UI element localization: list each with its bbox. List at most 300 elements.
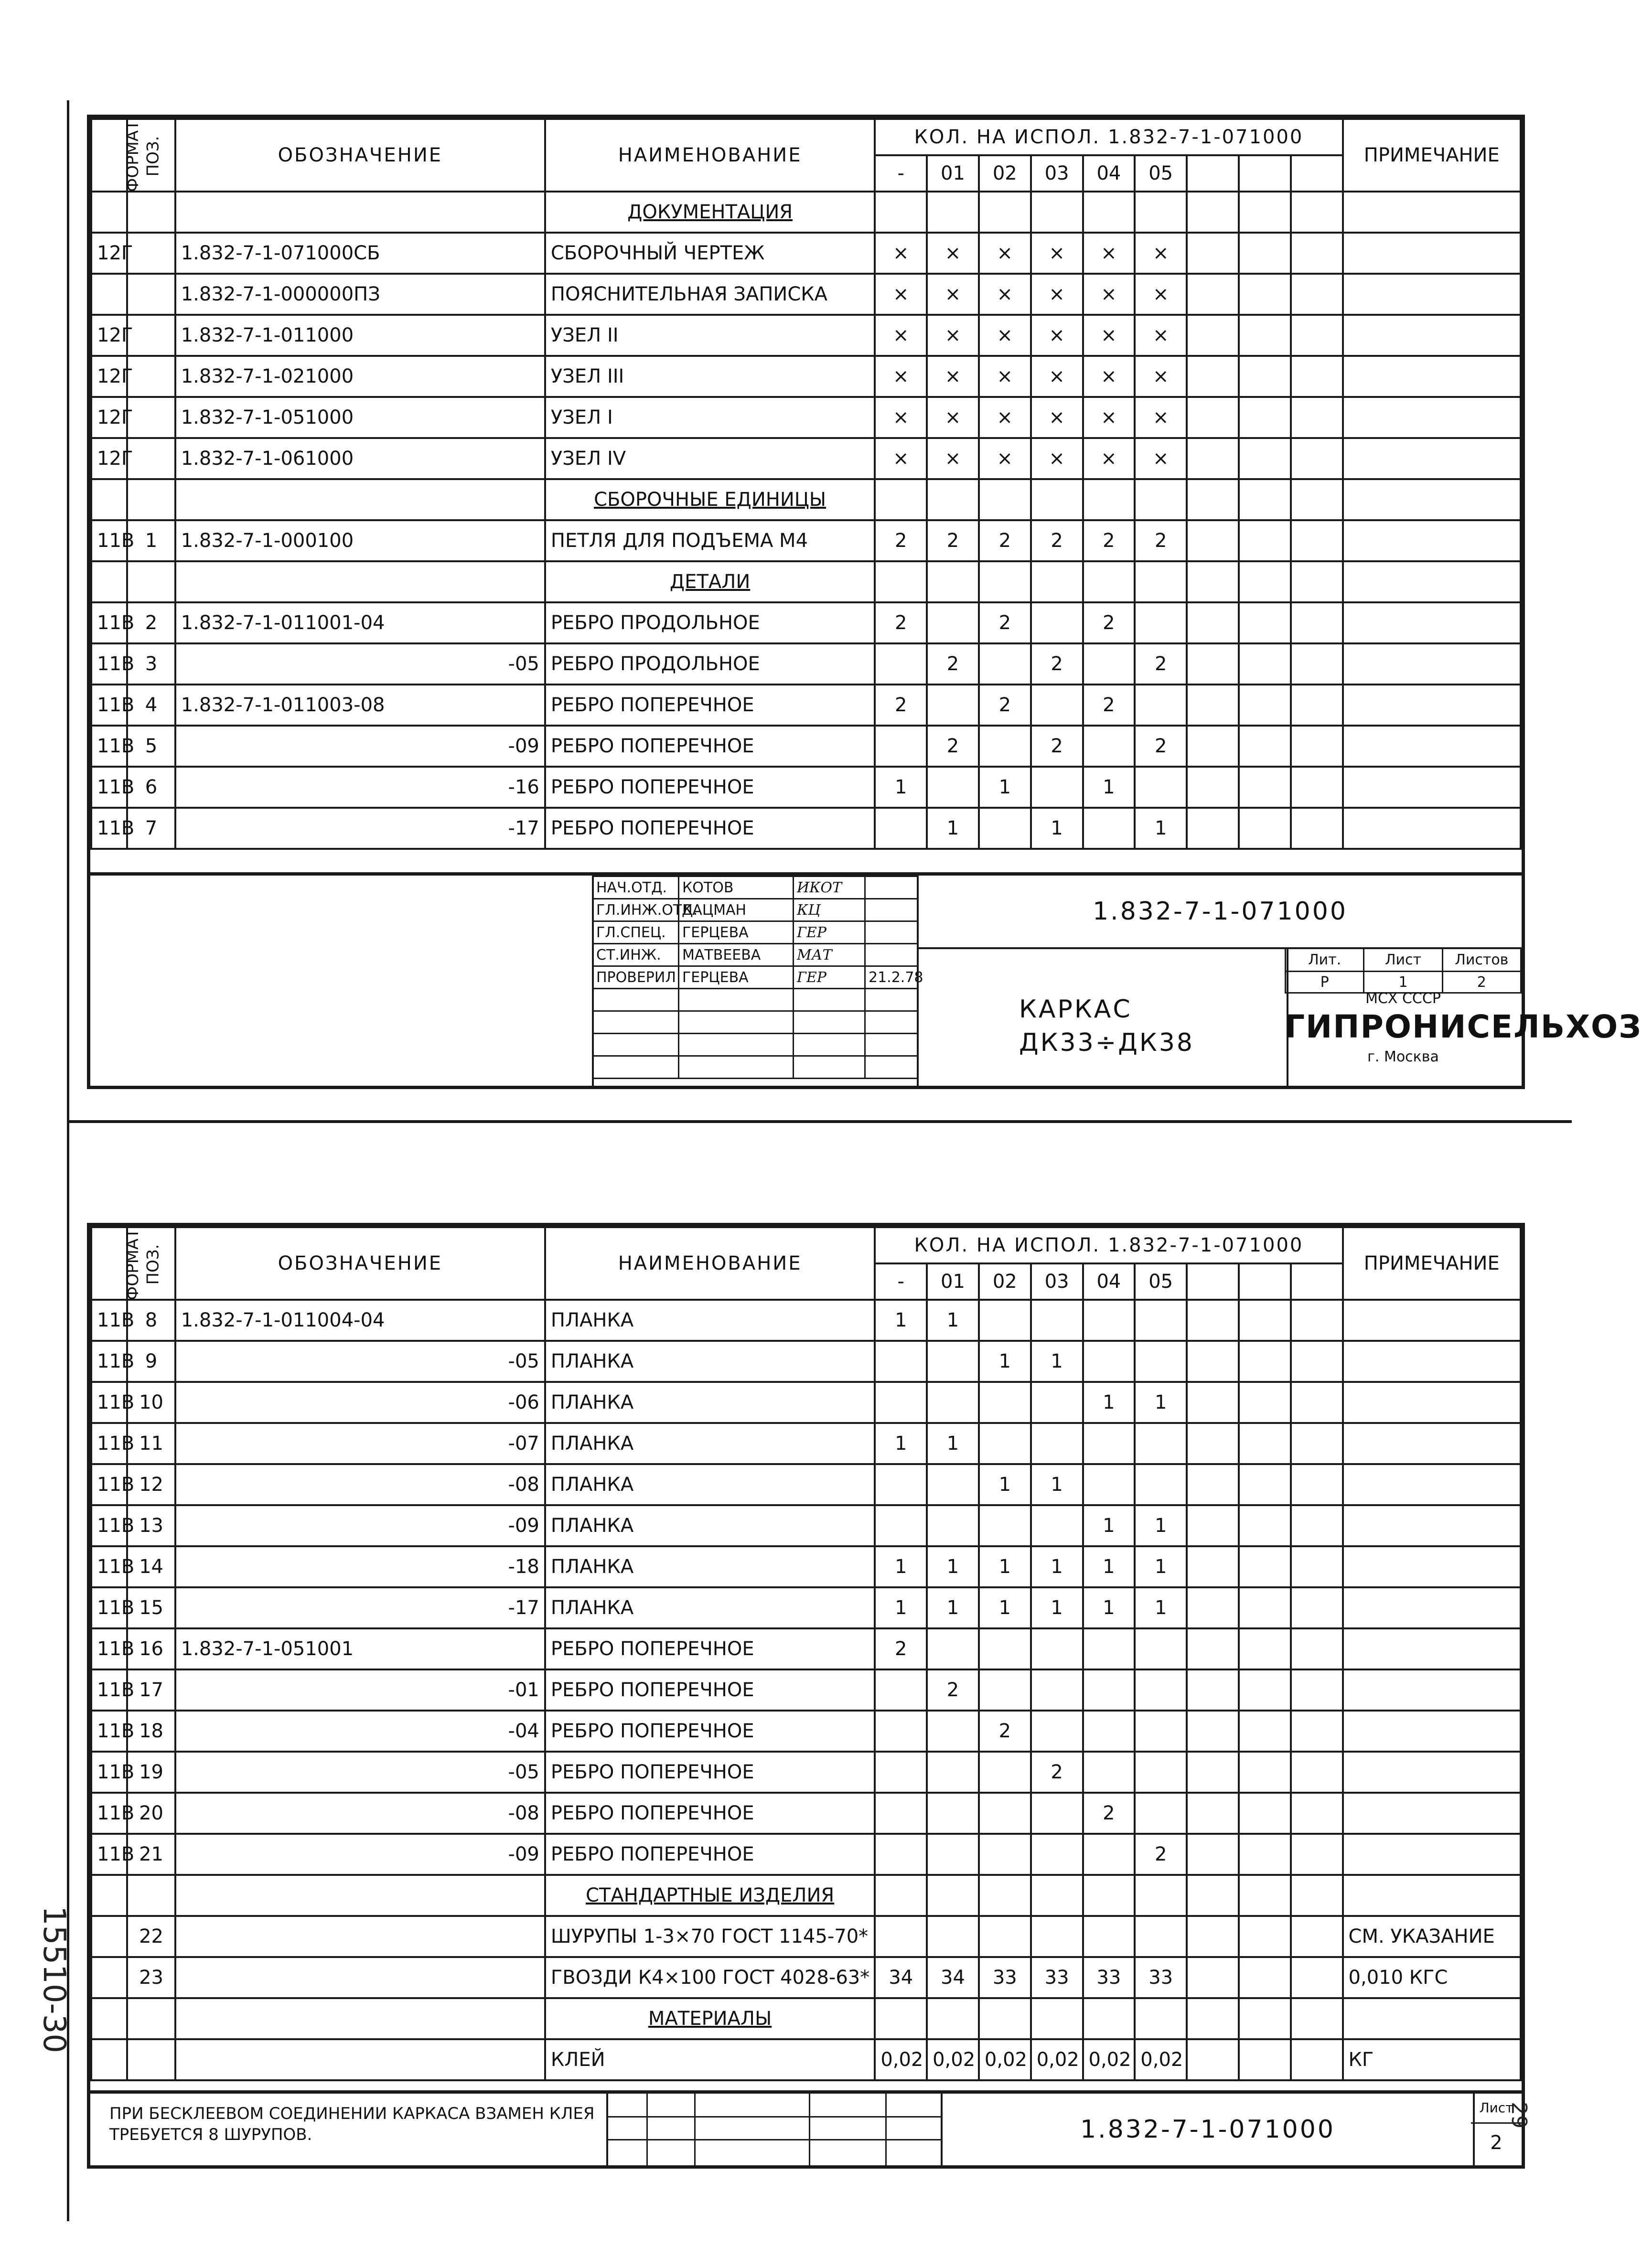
qty-cell	[1135, 1875, 1187, 1916]
format-cell: 12Г	[91, 233, 127, 274]
pos-cell: 3	[127, 643, 175, 685]
sign-date	[865, 944, 918, 966]
note-cell	[1343, 315, 1521, 356]
designation-cell: -08	[175, 1464, 545, 1505]
format-cell	[91, 1957, 127, 1998]
name-cell: РЕБРО ПОПЕРЕЧНОЕ	[545, 1711, 875, 1752]
designation-cell: -05	[175, 1341, 545, 1382]
spec-row	[91, 1957, 1521, 1998]
doc-code-2: 1.832-7-1-071000	[1080, 2115, 1335, 2144]
signature-empty-cell	[794, 1056, 865, 1079]
format-cell: 11В	[91, 1628, 127, 1669]
qty-cell	[927, 767, 979, 808]
qty-cell: 1	[875, 1300, 927, 1341]
qty-empty-cell	[1187, 1957, 1239, 1998]
qty-cell	[979, 1793, 1031, 1834]
name-cell: РЕБРО ПРОДОЛЬНОЕ	[545, 643, 875, 685]
spec-row	[91, 1341, 1521, 1382]
designation-cell	[175, 561, 545, 602]
qty-empty-cell	[1187, 356, 1239, 397]
qty-empty-cell	[1187, 1793, 1239, 1834]
name-cell: ПЛАНКА	[545, 1341, 875, 1382]
qty-empty-cell	[1291, 274, 1343, 315]
qty-empty-cell	[1291, 767, 1343, 808]
qty-cell: ×	[979, 356, 1031, 397]
designation-cell	[175, 2039, 545, 2080]
qty-empty-cell	[1291, 1382, 1343, 1423]
qty-empty-cell	[1291, 561, 1343, 602]
spec-row	[91, 726, 1521, 767]
spec-body-2	[91, 1300, 1521, 2080]
pos-cell: 10	[127, 1382, 175, 1423]
qty-cell	[1031, 1916, 1083, 1957]
qty-empty-cell	[1291, 397, 1343, 438]
sheets-value: 2	[1442, 972, 1521, 993]
spec-body-1	[91, 192, 1521, 849]
spec-row	[91, 1793, 1521, 1834]
qty-cell: ×	[1135, 397, 1187, 438]
header-qty: КОЛ. НА ИСПОЛ. 1.832-7-1-071000	[875, 1227, 1342, 1263]
designation-cell: 1.832-7-1-011004-04	[175, 1300, 545, 1341]
note-cell: КГ	[1343, 2039, 1521, 2080]
qty-empty-cell	[1239, 1998, 1291, 2039]
qty-empty-cell	[1291, 479, 1343, 520]
name-cell: РЕБРО ПОПЕРЕЧНОЕ	[545, 808, 875, 849]
qty-cell	[1031, 1505, 1083, 1546]
qty-cell: 33	[979, 1957, 1031, 1998]
pos-cell: 22	[127, 1916, 175, 1957]
binding-margin-line	[67, 100, 69, 2221]
title-block-blank	[90, 876, 594, 1086]
qty-cell	[875, 726, 927, 767]
qty-cell: ×	[1135, 356, 1187, 397]
qty-cell: 1	[1135, 1546, 1187, 1587]
name-cell: ГВОЗДИ К4×100 ГОСТ 4028-63*	[545, 1957, 875, 1998]
pos-cell: 17	[127, 1669, 175, 1711]
note-cell	[1343, 1382, 1521, 1423]
signature-row-empty	[593, 989, 918, 1011]
qty-cell: ×	[927, 438, 979, 479]
signer-name: ГЕРЦЕВА	[679, 921, 794, 944]
qty-cell: ×	[979, 438, 1031, 479]
qty-cell	[1031, 1382, 1083, 1423]
spec-row	[91, 315, 1521, 356]
qty-cell: 2	[1083, 1793, 1135, 1834]
pos-cell: 1	[127, 520, 175, 561]
qty-empty-cell	[1187, 192, 1239, 233]
spec-row	[91, 1998, 1521, 2039]
qty-empty-cell	[1291, 315, 1343, 356]
qty-empty-cell	[1291, 1793, 1343, 1834]
qty-empty-cell	[1291, 1464, 1343, 1505]
qty-cell	[875, 1998, 927, 2039]
qty-cell	[875, 1916, 927, 1957]
qty-empty-cell	[1187, 1998, 1239, 2039]
qty-cell: 0,02	[1031, 2039, 1083, 2080]
format-cell: 12Г	[91, 315, 127, 356]
qty-empty-cell	[1187, 233, 1239, 274]
qty-cell: ×	[979, 315, 1031, 356]
note-cell	[1343, 192, 1521, 233]
pos-cell	[127, 438, 175, 479]
qty-cell	[927, 479, 979, 520]
format-cell: 11В	[91, 520, 127, 561]
format-cell: 11В	[91, 1752, 127, 1793]
qty-cell: 1	[1083, 1587, 1135, 1628]
qty-cell: 1	[927, 1587, 979, 1628]
spec-row	[91, 1711, 1521, 1752]
qty-cell	[1031, 767, 1083, 808]
qty-empty-cell	[1239, 397, 1291, 438]
format-cell: 11В	[91, 1505, 127, 1546]
note-cell	[1343, 1711, 1521, 1752]
qty-cell	[927, 1875, 979, 1916]
qty-cell	[1083, 1711, 1135, 1752]
name-cell: РЕБРО ПОПЕРЕЧНОЕ	[545, 1834, 875, 1875]
qty-cell	[1083, 1875, 1135, 1916]
qty-empty-cell	[1291, 1423, 1343, 1464]
sheet-value-2: 2	[1490, 2132, 1502, 2154]
name-cell: ШУРУПЫ 1-3×70 ГОСТ 1145-70*	[545, 1916, 875, 1957]
qty-empty-cell	[1187, 520, 1239, 561]
qty-empty-cell	[1291, 1300, 1343, 1341]
qty-empty-cell	[1291, 1957, 1343, 1998]
note-cell: СМ. УКАЗАНИЕ	[1343, 1916, 1521, 1957]
qty-cell: 2	[1031, 520, 1083, 561]
designation-cell	[175, 479, 545, 520]
qty-cell	[1031, 1711, 1083, 1752]
qty-cell: ×	[1031, 438, 1083, 479]
qty-cell: ×	[1083, 315, 1135, 356]
city: г. Москва	[1367, 1048, 1439, 1065]
qty-cell: 33	[1083, 1957, 1135, 1998]
header-name: НАИМЕНОВАНИЕ	[545, 1227, 875, 1300]
qty-cell: ×	[875, 274, 927, 315]
qty-empty-cell	[1187, 602, 1239, 643]
format-cell	[91, 192, 127, 233]
qty-empty-cell	[1239, 479, 1291, 520]
section-heading: МАТЕРИАЛЫ	[545, 1998, 875, 2039]
header-variant: 04	[1083, 155, 1135, 192]
section-heading: ДЕТАЛИ	[545, 561, 875, 602]
note-cell	[1343, 1546, 1521, 1587]
qty-empty-cell	[1291, 685, 1343, 726]
qty-cell: 2	[1083, 520, 1135, 561]
pos-cell: 23	[127, 1957, 175, 1998]
spec-row	[91, 1464, 1521, 1505]
designation-cell: 1.832-7-1-021000	[175, 356, 545, 397]
qty-cell: 2	[1135, 643, 1187, 685]
header-note: ПРИМЕЧАНИЕ	[1343, 119, 1521, 192]
pos-cell	[127, 233, 175, 274]
organization: ГИПРОНИСЕЛЬХОЗ	[1285, 1008, 1642, 1045]
signature-empty-cell	[794, 1034, 865, 1056]
qty-empty-cell	[1239, 685, 1291, 726]
note-cell: 0,010 КГС	[1343, 1957, 1521, 1998]
doc-code-cell	[917, 876, 1522, 949]
pos-cell	[127, 274, 175, 315]
qty-cell	[1083, 643, 1135, 685]
qty-cell: ×	[1135, 233, 1187, 274]
header-variant: 01	[927, 1263, 979, 1300]
qty-cell: ×	[1083, 233, 1135, 274]
qty-cell: ×	[1135, 438, 1187, 479]
qty-cell	[927, 1916, 979, 1957]
qty-cell	[1135, 192, 1187, 233]
header-designation: ОБОЗНАЧЕНИЕ	[175, 119, 545, 192]
signature-empty-cell	[794, 1011, 865, 1034]
qty-cell: 0,02	[875, 2039, 927, 2080]
qty-empty-cell	[1239, 1875, 1291, 1916]
designation-cell: -08	[175, 1793, 545, 1834]
name-cell: КЛЕЙ	[545, 2039, 875, 2080]
qty-cell: 0,02	[979, 2039, 1031, 2080]
qty-cell: 1	[875, 1423, 927, 1464]
qty-cell: 1	[1031, 1464, 1083, 1505]
pos-cell: 11	[127, 1423, 175, 1464]
qty-cell: 1	[979, 767, 1031, 808]
qty-cell: 1	[1083, 767, 1135, 808]
signature: ГЕР	[794, 966, 865, 989]
qty-cell	[1031, 1423, 1083, 1464]
qty-empty-cell	[1187, 1669, 1239, 1711]
qty-cell	[875, 1464, 927, 1505]
qty-cell: 2	[1135, 726, 1187, 767]
qty-empty-cell	[1291, 356, 1343, 397]
note-cell	[1343, 808, 1521, 849]
pos-cell: 4	[127, 685, 175, 726]
qty-cell: ×	[1031, 397, 1083, 438]
spec-row	[91, 233, 1521, 274]
designation-cell	[175, 192, 545, 233]
qty-empty-cell	[1239, 1752, 1291, 1793]
header-variant-empty	[1291, 1263, 1343, 1300]
qty-empty-cell	[1291, 1834, 1343, 1875]
spec-row	[91, 1875, 1521, 1916]
signature-table	[592, 876, 923, 1079]
signature-empty-cell	[679, 1034, 794, 1056]
spec-row	[91, 561, 1521, 602]
format-cell	[91, 274, 127, 315]
header-variant: 05	[1135, 155, 1187, 192]
qty-cell: 1	[1083, 1382, 1135, 1423]
qty-empty-cell	[1187, 685, 1239, 726]
qty-cell	[875, 1505, 927, 1546]
qty-empty-cell	[1291, 1628, 1343, 1669]
qty-cell: ×	[979, 233, 1031, 274]
designation-cell: 1.832-7-1-000100	[175, 520, 545, 561]
doc-code-cell-2	[941, 2094, 1475, 2165]
qty-empty-cell	[1291, 1341, 1343, 1382]
header-pos: ПОЗ.	[127, 1227, 175, 1300]
qty-cell: 2	[1083, 602, 1135, 643]
qty-cell: 1	[979, 1464, 1031, 1505]
name-cell: РЕБРО ПОПЕРЕЧНОЕ	[545, 1793, 875, 1834]
qty-cell	[927, 1341, 979, 1382]
qty-cell	[1083, 561, 1135, 602]
name-cell: ПОЯСНИТЕЛЬНАЯ ЗАПИСКА	[545, 274, 875, 315]
qty-cell: 1	[979, 1546, 1031, 1587]
section-heading: СБОРОЧНЫЕ ЕДИНИЦЫ	[545, 479, 875, 520]
qty-empty-cell	[1291, 1711, 1343, 1752]
note-cell	[1343, 479, 1521, 520]
format-cell: 11В	[91, 1382, 127, 1423]
qty-cell: 1	[1031, 1587, 1083, 1628]
qty-cell: 1	[1031, 1546, 1083, 1587]
qty-cell: 34	[875, 1957, 927, 1998]
qty-cell	[979, 192, 1031, 233]
qty-empty-cell	[1187, 1711, 1239, 1752]
inventory-number: 15510-30	[36, 1906, 72, 2054]
signer-role: СТ.ИНЖ.	[593, 944, 679, 966]
qty-cell	[1083, 808, 1135, 849]
designation-cell: -17	[175, 1587, 545, 1628]
signature: ГЕР	[794, 921, 865, 944]
spec-row	[91, 274, 1521, 315]
header-variant: 03	[1031, 155, 1083, 192]
qty-empty-cell	[1187, 1505, 1239, 1546]
name-cell: ПЛАНКА	[545, 1382, 875, 1423]
header-designation: ОБОЗНАЧЕНИЕ	[175, 1227, 545, 1300]
name-cell: РЕБРО ПРОДОЛЬНОЕ	[545, 602, 875, 643]
qty-cell: 1	[1031, 808, 1083, 849]
qty-cell: ×	[1031, 356, 1083, 397]
note-cell	[1343, 1464, 1521, 1505]
sign-date	[865, 899, 918, 921]
qty-cell	[1135, 561, 1187, 602]
sign-date: 21.2.78	[865, 966, 918, 989]
qty-cell	[979, 1834, 1031, 1875]
spec-row	[91, 1752, 1521, 1793]
qty-cell: 1	[1083, 1546, 1135, 1587]
name-cell: РЕБРО ПОПЕРЕЧНОЕ	[545, 1752, 875, 1793]
note-cell	[1343, 1752, 1521, 1793]
qty-cell	[875, 192, 927, 233]
qty-cell	[875, 808, 927, 849]
qty-cell	[927, 1711, 979, 1752]
qty-cell: 0,02	[927, 2039, 979, 2080]
qty-empty-cell	[1291, 602, 1343, 643]
qty-empty-cell	[1239, 438, 1291, 479]
qty-cell: ×	[1083, 438, 1135, 479]
format-cell: 11В	[91, 1423, 127, 1464]
qty-empty-cell	[1187, 1834, 1239, 1875]
qty-empty-cell	[1291, 520, 1343, 561]
pos-cell: 15	[127, 1587, 175, 1628]
qty-cell	[1135, 1998, 1187, 2039]
spec-row	[91, 1628, 1521, 1669]
note-cell	[1343, 520, 1521, 561]
signature: МАТ	[794, 944, 865, 966]
header-variant: 03	[1031, 1263, 1083, 1300]
designation-cell: -06	[175, 1382, 545, 1423]
qty-cell	[927, 1752, 979, 1793]
qty-empty-cell	[1239, 1711, 1291, 1752]
spec-row	[91, 192, 1521, 233]
qty-cell	[1031, 602, 1083, 643]
signer-role: ГЛ.ИНЖ.ОТД.	[593, 899, 679, 921]
name-cell: РЕБРО ПОПЕРЕЧНОЕ	[545, 685, 875, 726]
format-cell	[91, 561, 127, 602]
spec-row	[91, 643, 1521, 685]
spec-row	[91, 2039, 1521, 2080]
qty-empty-cell	[1291, 1998, 1343, 2039]
qty-cell: 2	[979, 520, 1031, 561]
qty-empty-cell	[1187, 767, 1239, 808]
format-cell: 11В	[91, 1587, 127, 1628]
pos-cell: 21	[127, 1834, 175, 1875]
qty-cell: 2	[1031, 1752, 1083, 1793]
signature-empty-cell	[865, 989, 918, 1011]
qty-cell: 2	[927, 520, 979, 561]
format-cell: 11В	[91, 1464, 127, 1505]
signature-empty-cell	[865, 1034, 918, 1056]
qty-cell	[979, 1916, 1031, 1957]
qty-cell	[1083, 479, 1135, 520]
sheet-label: Лист	[1364, 948, 1442, 972]
pos-cell	[127, 561, 175, 602]
qty-cell: 33	[1135, 1957, 1187, 1998]
pos-cell: 6	[127, 767, 175, 808]
header-name: НАИМЕНОВАНИЕ	[545, 119, 875, 192]
spec-row	[91, 602, 1521, 643]
qty-cell	[1083, 1998, 1135, 2039]
designation-cell	[175, 1998, 545, 2039]
name-cell: СБОРОЧНЫЙ ЧЕРТЕЖ	[545, 233, 875, 274]
footnote: ПРИ БЕСКЛЕЕВОМ СОЕДИНЕНИИ КАРКАСА ВЗАМЕН КЛЕЯ ТРЕБУЕТСЯ 8 ШУРУПОВ.	[109, 2104, 595, 2144]
header-variant-empty	[1239, 155, 1291, 192]
note-cell	[1343, 356, 1521, 397]
qty-empty-cell	[1239, 767, 1291, 808]
qty-cell: 1	[875, 767, 927, 808]
spec-row	[91, 1546, 1521, 1587]
format-cell	[91, 1916, 127, 1957]
sign-date	[865, 877, 918, 899]
format-cell	[91, 1998, 127, 2039]
qty-empty-cell	[1291, 233, 1343, 274]
designation-cell: -09	[175, 1834, 545, 1875]
header-variant-empty	[1187, 155, 1239, 192]
designation-cell: 1.832-7-1-011001-04	[175, 602, 545, 643]
pos-cell: 7	[127, 808, 175, 849]
qty-empty-cell	[1239, 1382, 1291, 1423]
qty-cell: 1	[979, 1587, 1031, 1628]
name-cell: РЕБРО ПОПЕРЕЧНОЕ	[545, 767, 875, 808]
qty-empty-cell	[1239, 1546, 1291, 1587]
qty-cell: 1	[875, 1587, 927, 1628]
qty-empty-cell	[1239, 561, 1291, 602]
note-cell	[1343, 1793, 1521, 1834]
qty-cell: ×	[875, 397, 927, 438]
qty-cell	[979, 643, 1031, 685]
doc-title-line1: КАРКАС	[1019, 995, 1132, 1024]
signer-role: НАЧ.ОТД.	[593, 877, 679, 899]
signature-row	[593, 944, 918, 966]
qty-cell: 1	[979, 1341, 1031, 1382]
qty-cell: ×	[1031, 274, 1083, 315]
ministry: МСХ СССР	[1365, 990, 1441, 1007]
note-cell	[1343, 1834, 1521, 1875]
name-cell: РЕБРО ПОПЕРЕЧНОЕ	[545, 1669, 875, 1711]
signature-empty-cell	[679, 1011, 794, 1034]
qty-cell: 2	[875, 602, 927, 643]
qty-cell: 0,02	[1083, 2039, 1135, 2080]
signer-name: ГЕРЦЕВА	[679, 966, 794, 989]
format-cell: 11В	[91, 1834, 127, 1875]
signature-empty-cell	[794, 989, 865, 1011]
designation-cell	[175, 1916, 545, 1957]
qty-cell	[875, 1341, 927, 1382]
